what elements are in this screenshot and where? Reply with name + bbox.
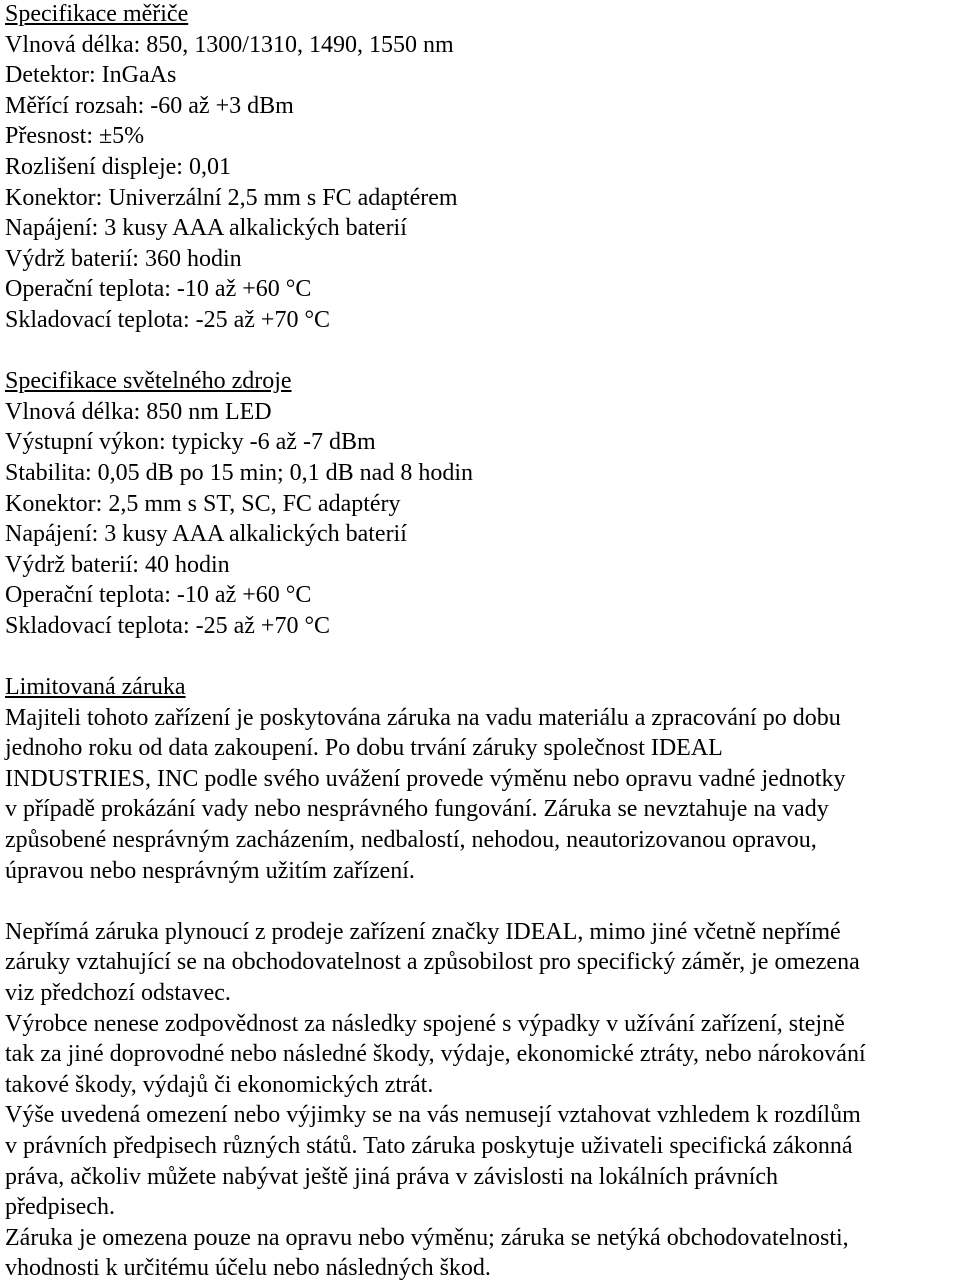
source-spec-line: Skladovací teplota: -25 až +70 °C <box>5 612 331 639</box>
text-line: takové škody, výdajů či ekonomických ztrát. <box>5 1071 434 1098</box>
text-line: Nepřímá záruka plynoucí z prodeje zařízení značky IDEAL, mimo jiné včetně nepřímé <box>5 918 841 945</box>
section-spacer <box>5 336 957 367</box>
text-line: INDUSTRIES, INC podle svého uvážení provede výměnu nebo opravu vadné jednotky <box>5 765 846 792</box>
meter-spec-line: Operační teplota: -10 až +60 °C <box>5 276 312 303</box>
meter-spec-line: Rozlišení displeje: 0,01 <box>5 153 231 180</box>
meter-spec-line: Napájení: 3 kusy AAA alkalických baterií <box>5 215 407 242</box>
source-spec-line: Operační teplota: -10 až +60 °C <box>5 582 312 609</box>
warranty-section <box>5 672 957 1284</box>
text-line: předpisech. <box>5 1194 115 1221</box>
source-spec-line: Výdrž baterií: 40 hodin <box>5 551 230 578</box>
text-line: Výše uvedená omezení nebo výjimky se na vás nemusejí vztahovat vzhledem k rozdílům <box>5 1102 861 1129</box>
text-line: v případě prokázání vady nebo nesprávného fungování. Záruka se nevztahuje na vady <box>5 796 829 823</box>
meter-spec-line: Konektor: Univerzální 2,5 mm s FC adaptérem <box>5 184 458 211</box>
warranty-heading: Limitovaná záruka <box>5 674 186 701</box>
meter-spec-line: Detektor: InGaAs <box>5 62 177 89</box>
meter-spec-heading: Specifikace měřiče <box>5 1 189 27</box>
meter-spec-line: Vlnová délka: 850, 1300/1310, 1490, 1550 nm <box>5 31 454 58</box>
section-spacer <box>5 641 957 672</box>
source-spec-line: Napájení: 3 kusy AAA alkalických baterií <box>5 521 407 548</box>
warranty-paragraph-4 <box>5 1100 957 1222</box>
source-spec-line: Výstupní výkon: typicky -6 až -7 dBm <box>5 429 376 456</box>
text-line: způsobené nesprávným zacházením, nedbalostí, nehodou, neautorizovanou opravou, <box>5 827 817 854</box>
warranty-paragraph-3 <box>5 1009 957 1101</box>
warranty-paragraph-2 <box>5 917 957 1009</box>
source-spec-line: Konektor: 2,5 mm s ST, SC, FC adaptéry <box>5 490 401 517</box>
paragraph-spacer <box>5 886 957 917</box>
text-line: tak za jiné doprovodné nebo následné škody, výdaje, ekonomické ztráty, nebo nárokování <box>5 1041 866 1068</box>
document-page <box>5 0 957 1284</box>
text-line: Záruka je omezena pouze na opravu nebo výměnu; záruka se netýká obchodovatelnosti, <box>5 1224 849 1251</box>
meter-spec-line: Přesnost: ±5% <box>5 123 145 150</box>
text-line: jednoho roku od data zakoupení. Po dobu trvání záruky společnost IDEAL <box>5 735 723 762</box>
source-spec-line: Vlnová délka: 850 nm LED <box>5 398 272 425</box>
text-line: v právních předpisech různých států. Tato záruka poskytuje uživateli specifická zákonná <box>5 1132 853 1159</box>
text-line: vhodnosti k určitému účelu nebo následných škod. <box>5 1255 491 1282</box>
text-line: úpravou nebo nesprávným užitím zařízení. <box>5 857 415 884</box>
text-line: práva, ačkoliv můžete nabývat ještě jiná práva v závislosti na lokálních právních <box>5 1163 779 1190</box>
text-line: viz předchozí odstavec. <box>5 980 231 1006</box>
source-spec-heading: Specifikace světelného zdroje <box>5 368 292 395</box>
meter-spec-line: Výdrž baterií: 360 hodin <box>5 245 242 272</box>
warranty-paragraph-5 <box>5 1223 957 1284</box>
meter-spec-section <box>5 0 957 336</box>
source-spec-line: Stabilita: 0,05 dB po 15 min; 0,1 dB nad 8 hodin <box>5 459 473 486</box>
text-line: Majiteli tohoto zařízení je poskytována záruka na vadu materiálu a zpracování po dobu <box>5 704 841 731</box>
warranty-paragraph-1 <box>5 703 957 887</box>
text-line: záruky vztahující se na obchodovatelnost a způsobilost pro specifický záměr, je omezena <box>5 949 860 976</box>
source-spec-section <box>5 366 957 641</box>
meter-spec-line: Měřící rozsah: -60 až +3 dBm <box>5 92 294 119</box>
text-line: Výrobce nenese zodpovědnost za následky spojené s výpadky v užívání zařízení, stejně <box>5 1010 845 1037</box>
meter-spec-line: Skladovací teplota: -25 až +70 °C <box>5 306 331 333</box>
